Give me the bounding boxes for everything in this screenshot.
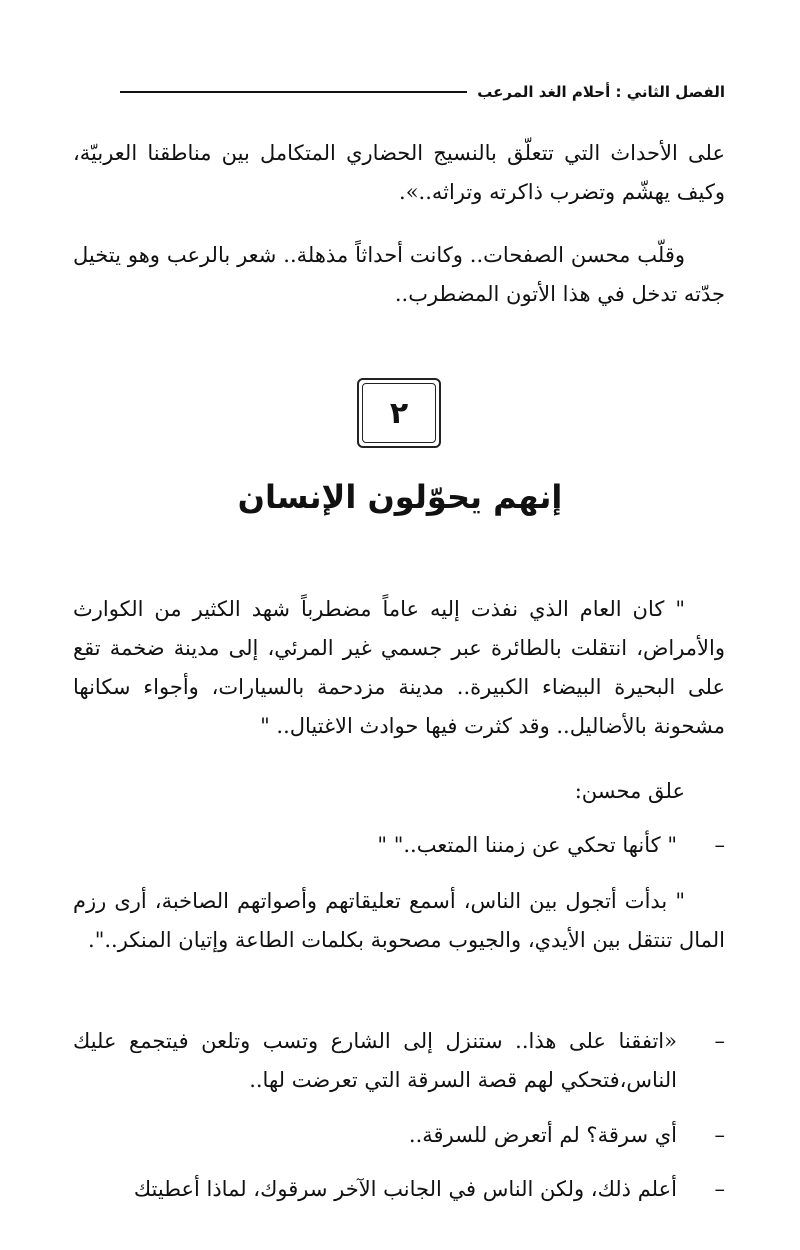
dialogue-text: «اتفقنا على هذا.. ستنزل إلى الشارع وتسب وتلعن فيتجمع عليك الناس،فتحكي لهم قصة السرقة التي تعرضت لها..	[73, 1029, 677, 1092]
chapter-title: إنهم يحوّلون الإنسان	[237, 478, 563, 516]
paragraph-year: " كان العام الذي نفذت إليه عاماً مضطرباً شهد الكثير من الكوارث والأمراض، انتقلت بالطائرة عبر جسمي غير المرئي، إلى مدينة ضخمة تقع على البحيرة البيضاء الكبيرة.. مدينة مزدحمة بالسيارات، وأجواء سكانها مشحونة بالأضاليل.. وقد كثرت فيها حوادث الاغتيال.. "	[73, 597, 725, 738]
dialogue-line	[73, 1170, 725, 1209]
running-title: الفصل الثاني : أحلام الغد المرعب	[477, 83, 725, 101]
dialogue-line	[73, 826, 725, 865]
header-rule	[120, 91, 467, 93]
dialogue-line	[73, 1022, 725, 1100]
paragraph-mohsen-comment: علق محسن:	[574, 779, 685, 803]
paragraph-continuation: على الأحداث التي تتعلّق بالنسيج الحضاري المتكامل بين مناطقنا العربيّة، وكيف يهشّم وتضرب ذاكرته وتراثه..».	[73, 141, 725, 204]
dialogue-dash: –	[714, 1177, 725, 1201]
dialogue-dash: –	[714, 1123, 725, 1147]
running-header	[120, 80, 725, 104]
paragraph-wandering: " بدأت أتجول بين الناس، أسمع تعليقاتهم وأصواتهم الصاخبة، أرى رزم المال تنتقل بين الأيدي، والجيوب مصحوبة بكلمات الطاعة وإتيان المنكر..".	[73, 889, 725, 952]
dialogue-line	[73, 1116, 725, 1155]
dialogue-text: أي سرقة؟ لم أتعرض للسرقة..	[408, 1123, 677, 1147]
dialogue-text: " كأنها تحكي عن زمننا المتعب.." "	[377, 833, 677, 857]
chapter-number: ٢	[389, 395, 409, 431]
dialogue-dash: –	[714, 833, 725, 857]
dialogue-dash: –	[714, 1029, 725, 1053]
dialogue-text: أعلم ذلك، ولكن الناس في الجانب الآخر سرقوك، لماذا أعطيتك	[133, 1177, 677, 1201]
chapter-number-box	[357, 378, 441, 448]
paragraph-mohsen-pages: وقلّب محسن الصفحات.. وكانت أحداثاً مذهلة.. شعر بالرعب وهو يتخيل جدّته تدخل في هذا الأتون المضطرب..	[73, 243, 725, 306]
